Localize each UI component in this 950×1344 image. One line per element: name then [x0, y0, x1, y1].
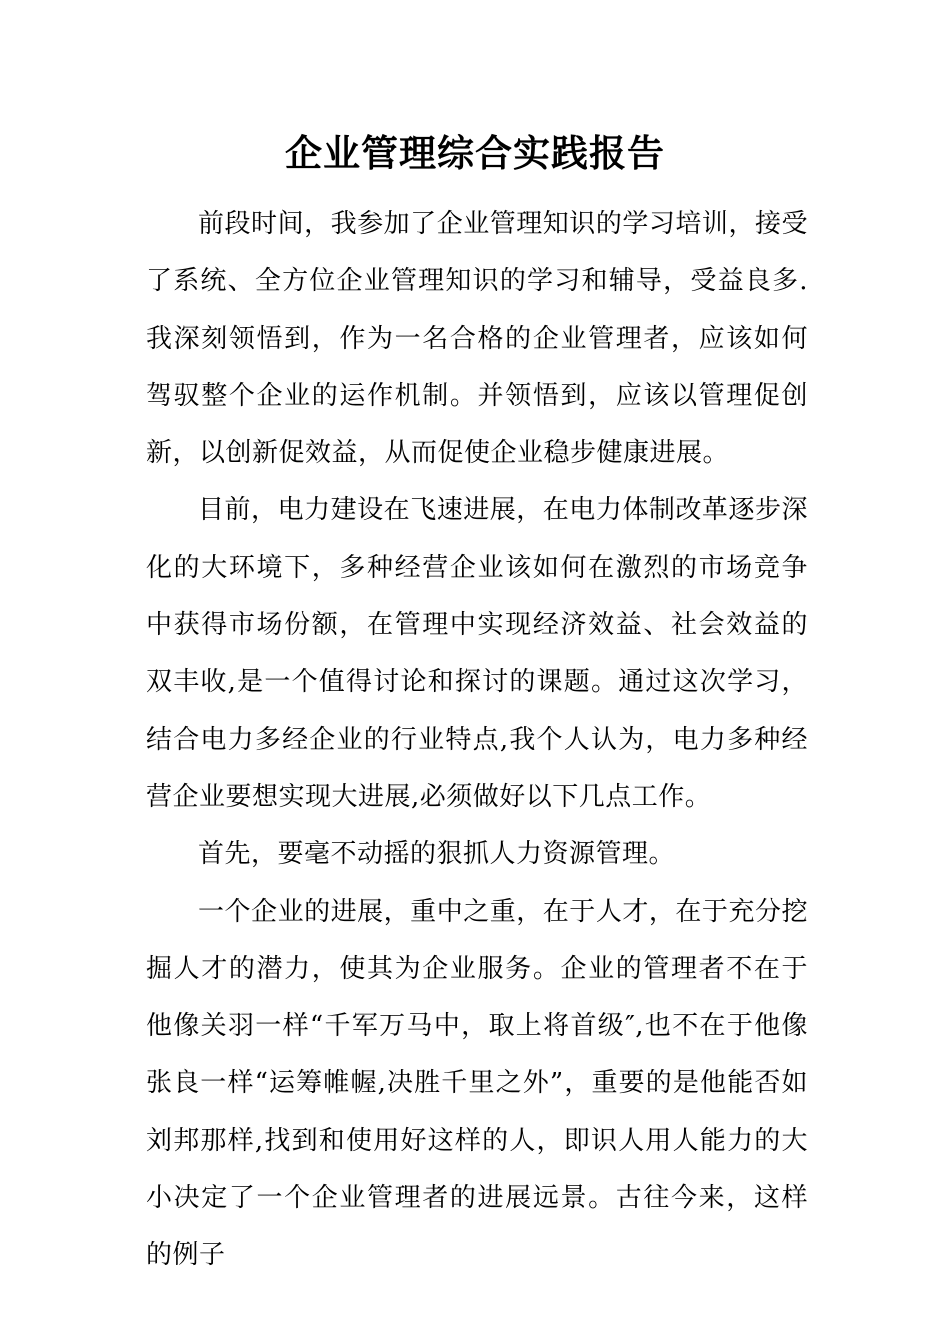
- paragraph-3: 首先，要毫不动摇的狠抓人力资源管理。: [198, 839, 676, 870]
- paragraph-1: 前段时间，我参加了企业管理知识的学习培训，接受了系统、全方位企业管理知识的学习和辅导，受益良多.我深刻领悟到，作为一名合格的企业管理者，应该如何驾驭整个企业的运作机制。并领悟到，应该以管理促创新，以创新促效益，从而促使企业稳步健康进展。: [146, 209, 808, 469]
- document-title: 企业管理综合实践报告: [285, 131, 665, 175]
- document-body: [146, 196, 808, 1285]
- paragraph-2: 目前，电力建设在飞速进展，在电力体制改革逐步深化的大环境下，多种经营企业该如何在激烈的市场竞争中获得市场份额，在管理中实现经济效益、社会效益的双丰收,是一个值得讨论和探讨的课题。通过这次学习，结合电力多经企业的行业特点,我个人认为，电力多种经营企业要想实现大进展,必须做好以下几点工作。: [146, 495, 808, 812]
- paragraph-4: 一个企业的进展，重中之重，在于人才，在于充分挖掘人才的潜力，使其为企业服务。企业的管理者不在于他像关羽一样“千军万马中，取上将首级″,也不在于他像张良一样“运筹帷幄,决胜千里之外”，重要的是他能否如刘邦那样,找到和使用好这样的人，即识人用人能力的大小决定了一个企业管理者的进展远景。古往今来，这样的例子: [146, 896, 808, 1271]
